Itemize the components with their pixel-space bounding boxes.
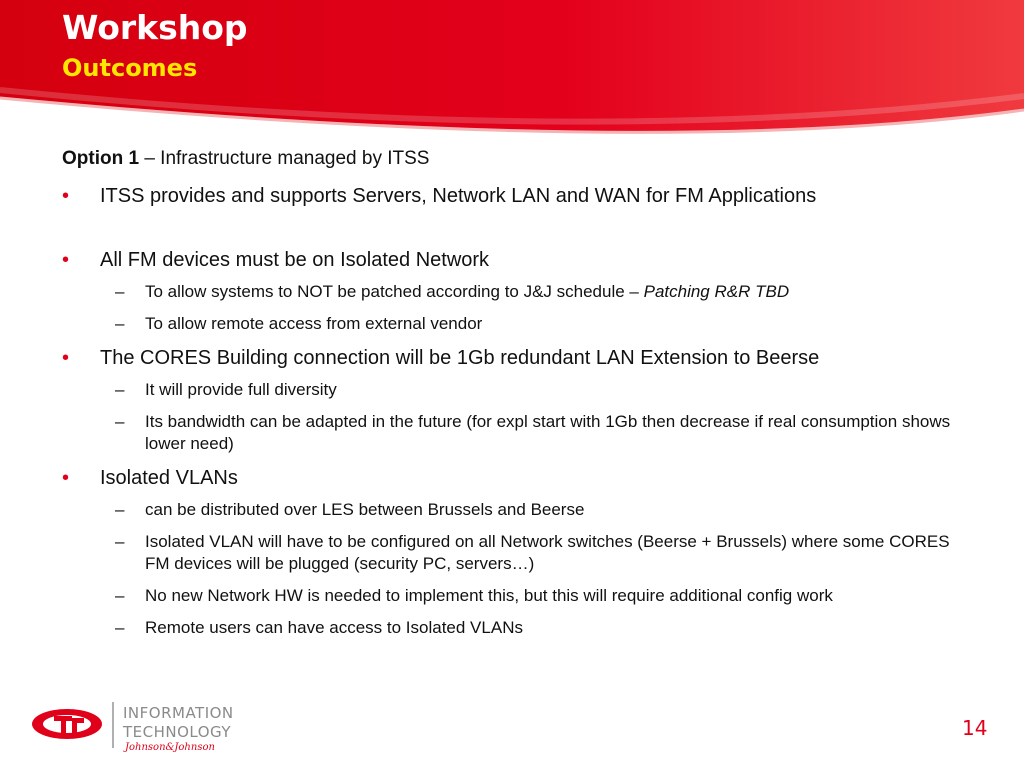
bullet-marker: • [62, 467, 70, 489]
it-logo [30, 700, 290, 758]
slide-subtitle: Outcomes [62, 54, 198, 82]
sub-bullet-text: can be distributed over LES between Brussels and Beerse [145, 500, 585, 519]
sub-bullet-text: It will provide full diversity [145, 380, 337, 399]
option-text: – Infrastructure managed by ITSS [139, 148, 430, 169]
slide-title: Workshop [62, 8, 248, 47]
sub-bullet-item [62, 379, 982, 401]
dash-marker: – [115, 380, 125, 399]
option-label: Option 1 [62, 148, 140, 169]
sub-bullet-item [62, 499, 982, 521]
bullet-text: The CORES Building connection will be 1Gb redundant LAN Extension to Beerse [100, 347, 820, 369]
sub-bullet-item [62, 617, 982, 639]
option-heading [62, 146, 982, 171]
bullet-marker: • [62, 347, 70, 369]
bullet-marker: • [62, 249, 70, 271]
page-number: 14 [962, 716, 988, 740]
sub-bullet-item [62, 585, 982, 607]
sub-bullet-item [62, 411, 982, 455]
sub-bullet-italic-text: Patching R&R TBD [643, 282, 790, 301]
dash-marker: – [115, 586, 125, 605]
logo-divider [112, 702, 114, 748]
dash-marker: – [115, 618, 125, 637]
bullet-item [62, 183, 982, 209]
bullet-marker: • [62, 185, 70, 207]
bullet-item [62, 465, 982, 491]
dash-marker: – [115, 282, 125, 301]
bullet-text: Isolated VLANs [100, 467, 238, 489]
bullet-item [62, 247, 982, 273]
sub-bullet-item [62, 281, 982, 303]
dash-marker: – [115, 500, 125, 519]
sub-bullet-text: No new Network HW is needed to implement this, but this will require additional config work [145, 586, 833, 605]
bullet-text: All FM devices must be on Isolated Network [100, 249, 490, 271]
sub-bullet-text: To allow remote access from external vendor [145, 314, 483, 333]
dash-marker: – [115, 314, 125, 333]
bullet-item [62, 345, 982, 371]
sub-bullet-text: Its bandwidth can be adapted in the future (for expl start with 1Gb then decrease if real consumption shows lower need) [145, 412, 951, 453]
dash-marker: – [115, 412, 125, 431]
logo-text-information: INFORMATION [123, 704, 234, 722]
sub-bullet-text: Isolated VLAN will have to be configured on all Network switches (Beerse + Brussels) where some CORES FM devices will be plugged (security PC, servers…) [145, 532, 950, 573]
bullet-text: ITSS provides and supports Servers, Network LAN and WAN for FM Applications [100, 185, 817, 207]
sub-bullet-text: Remote users can have access to Isolated VLANs [145, 618, 523, 637]
logo-text-technology: TECHNOLOGY [123, 723, 232, 741]
it-swoosh-logo-icon [30, 706, 104, 742]
spacer [62, 217, 982, 247]
sub-bullet-text: To allow systems to NOT be patched according to J&J schedule – [145, 282, 644, 301]
slide-body [62, 146, 982, 649]
sub-bullet-item [62, 531, 982, 575]
sub-bullet-item [62, 313, 982, 335]
dash-marker: – [115, 532, 125, 551]
logo-brand-signature: Johnson&Johnson [125, 742, 215, 753]
